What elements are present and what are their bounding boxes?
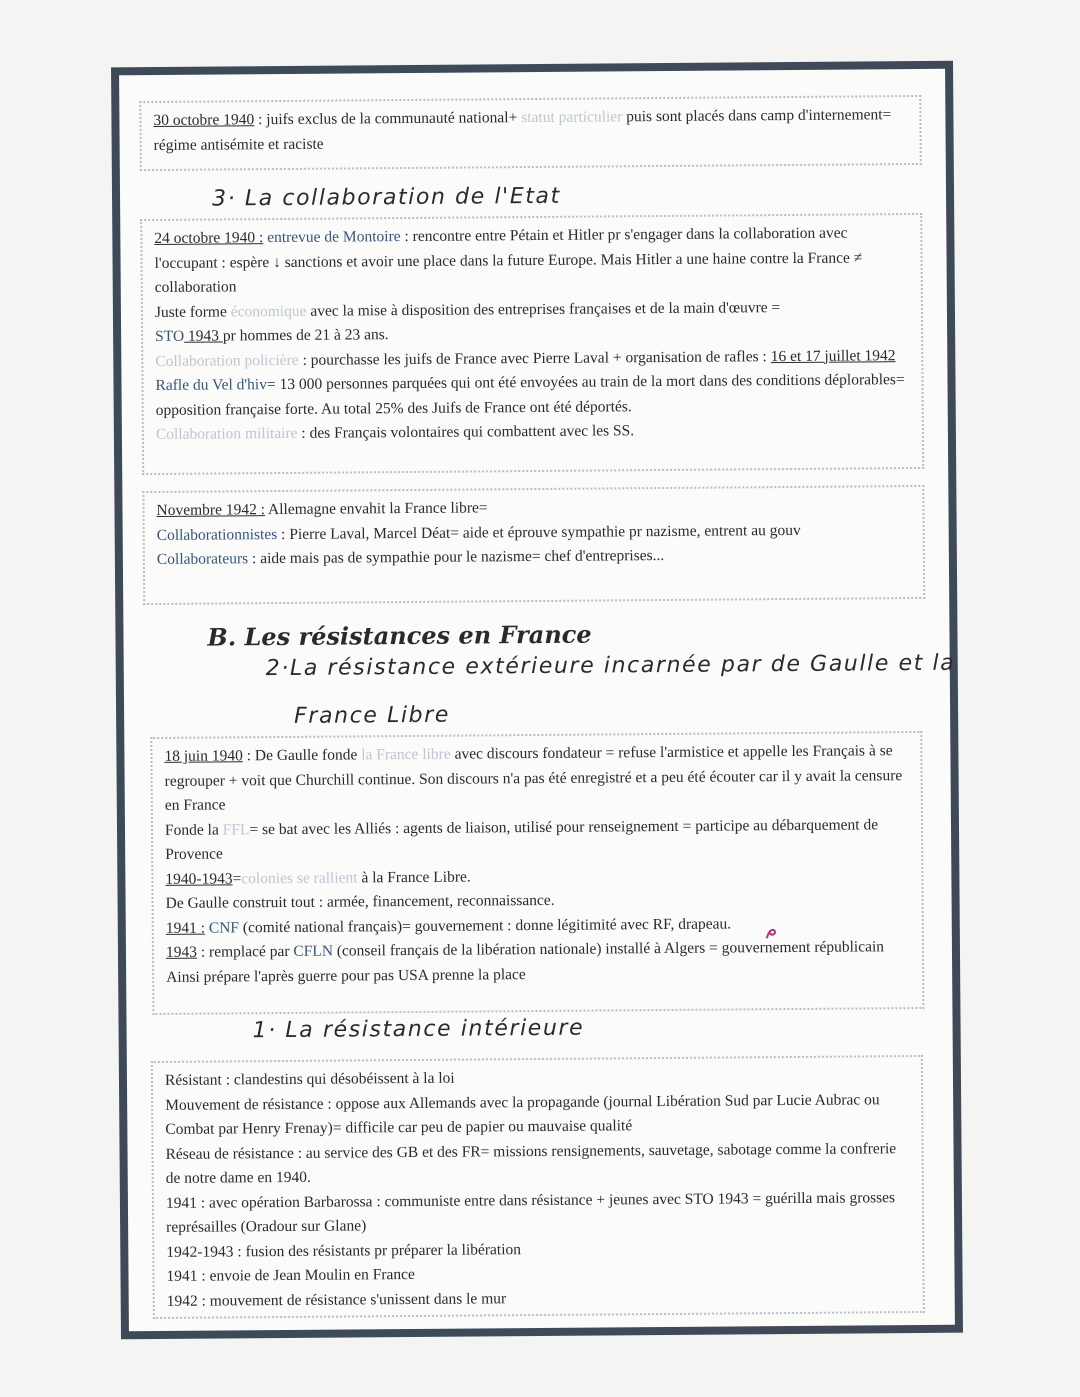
date: 1941 : xyxy=(165,919,206,937)
list-item: 1941 : envoie de Jean Moulin en France xyxy=(166,1265,415,1285)
section-heading-collaboration: 3· La collaboration de l'Etat xyxy=(211,183,561,212)
note-box-exterior-resistance: 18 juin 1940 : De Gaulle fonde la France libre avec discours fondateur = refuse l'armistice et appelle les Français à se regrouper + voit que Churchill continue. Son discours n'a pas été enregistré et a peu été écouter car il y avait la censure en France Fonde la FFL= se bat avec les Alliés : agents de liaison, utilisé pour renseignement = participe au débarquement de Provence 1940-1943=colonies se rallient à la France Libre. De Gaulle construit tout : armée, financement, reconnaissance. 1941 : CNF (comité national français)= gouvernement : donne légitimité avec RF, drapeau. 1943 : remplacé par CFLN (conseil français de la libération nationale) installé à Algers = gouvernement républicain Ainsi prépare l'après guerre pour pas USA prenne la place xyxy=(150,731,924,1015)
section-heading-exterior-line1: 2·La résistance extérieure incarnée par de Gaulle et la xyxy=(265,650,956,682)
section-heading-resistances: B. Les résistances en France xyxy=(207,619,592,652)
date: Novembre 1942 : xyxy=(156,501,266,519)
section-heading-exterior-line2: France Libre xyxy=(294,702,451,729)
key-term: STO xyxy=(155,327,185,345)
list-item: 1941 : avec opération Barbarossa : communiste entre dans résistance + jeunes avec STO 1943 = guérilla mais grosses représailles (Oradour sur Glane) xyxy=(165,1188,896,1236)
list-item: Résistant : clandestins qui désobéissent à la loi xyxy=(164,1069,455,1089)
date: 1940-1943 xyxy=(165,869,233,888)
note-box-collaboration: 24 octobre 1940 : entrevue de Montoire : rencontre entre Pétain et Hitler pr s'engager dans la collaboration avec l'occupant : espère ↓ sanctions et avoir une place dans la future Europe. Mais Hitler a une haine contre la France ≠ collaboration Juste forme économique avec la mise à disposition des entreprises françaises et de la main d'œuvre = STO 1943 pr hommes de 21 à 23 ans. Collaboration policière : pourchasse les juifs de France avec Pierre Laval + organisation de rafles : 16 et 17 juillet 1942 Rafle du Vel d'hiv= 13 000 personnes parquées qui ont été envoyées au train de la mort dans des conditions déplorables= opposition française forte. Au total 25% des Juifs de France ont été déportés. Collaboration militaire : des Français volontaires qui combattent avec les SS. xyxy=(140,213,924,475)
note-paragraph: 30 octobre 1940 : juifs exclus de la communauté national+ statut particulier puis sont placés dans camp d'internement= régime antisémite et raciste xyxy=(153,106,892,154)
note-box-november-1942: Novembre 1942 : Allemagne envahit la France libre= Collaborationnistes : Pierre Laval, Marcel Déat= aide et éprouve sympathie pr nazisme, entrent au gouv Collaborateurs : aide mais pas de sympathie pour le nazisme= chef d'entreprises... xyxy=(142,485,925,605)
key-term: Collaborationnistes xyxy=(156,525,278,544)
key-term: Collaborateurs xyxy=(156,550,249,568)
key-term: CNF xyxy=(204,918,240,937)
list-item: Réseau de résistance : au service des GB et des FR= missions rensignements, sauvetage, sabotage comme la confrerie de notre dame en 1940. xyxy=(165,1139,897,1187)
key-term: CFLN xyxy=(293,942,334,960)
date: 16 et 17 juillet 1942 xyxy=(770,346,896,365)
ink-correction-mark xyxy=(764,926,778,940)
note-box-interior-resistance xyxy=(151,1055,925,1319)
date: 1943 xyxy=(165,943,198,961)
list-item: 1942 : mouvement de résistance s'unissent dans le mur xyxy=(166,1289,507,1310)
list-item: Mouvement de résistance : oppose aux Allemands avec la propagande (journal Libération Sud par Lucie Aubrac ou Combat par Henry Frenay)= difficile car peu de papier ou mauvaise qualité xyxy=(165,1090,880,1138)
date: 30 octobre 1940 xyxy=(153,111,255,129)
section-heading-interior: 1· La résistance intérieure xyxy=(252,1015,585,1044)
list-item: 1942-1943 : fusion des résistants pr préparer la libération xyxy=(166,1240,522,1261)
note-box-intro xyxy=(139,95,922,171)
note-sheet xyxy=(111,61,963,1340)
date: 18 juin 1940 xyxy=(164,747,243,765)
date: 24 octobre 1940 : xyxy=(154,229,264,247)
key-term: Rafle du Vel d'hiv xyxy=(155,376,268,394)
key-term: entrevue de Montoire xyxy=(263,228,401,247)
